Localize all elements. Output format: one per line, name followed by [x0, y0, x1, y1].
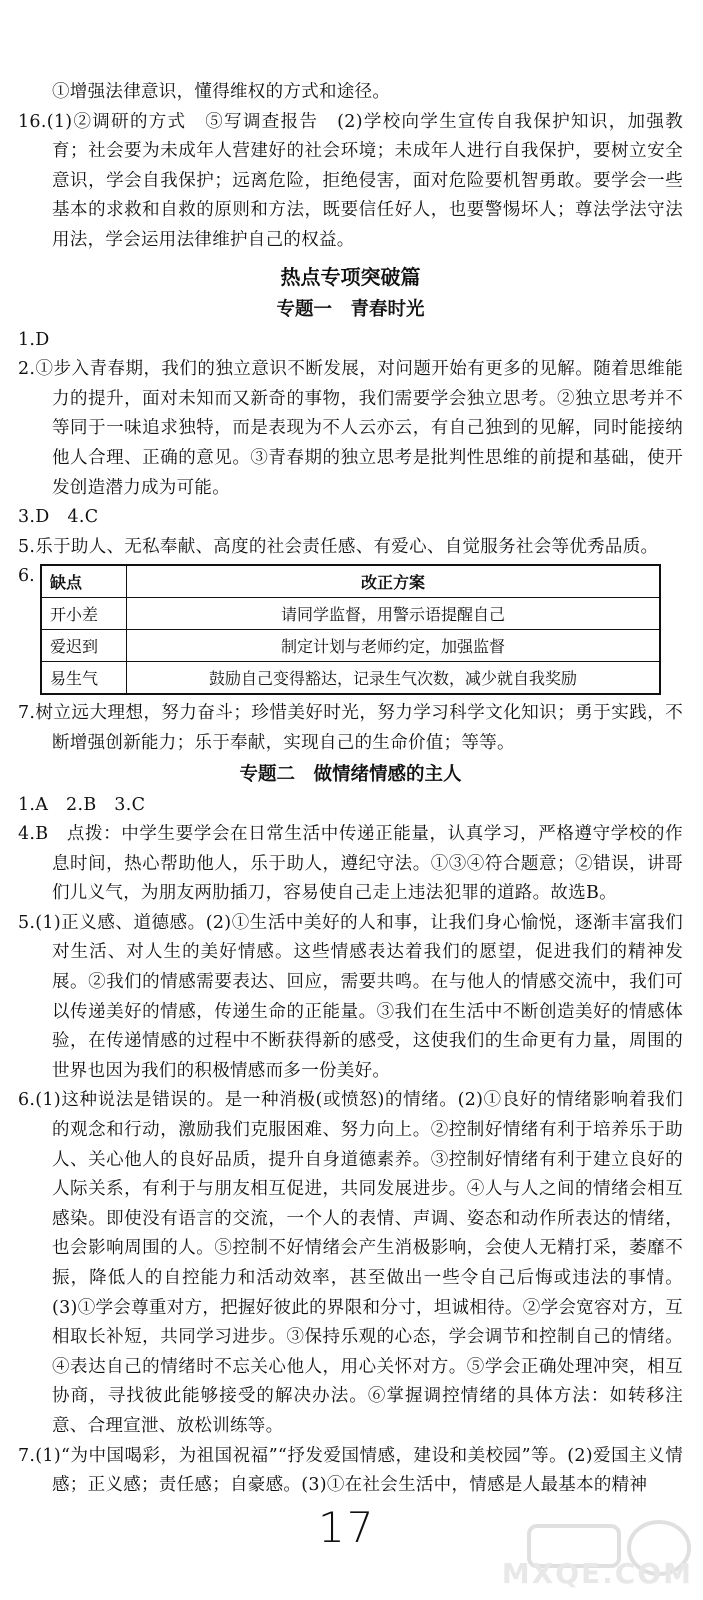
topic2-title: 专题二 做情绪情感的主人 — [239, 763, 462, 785]
topic1-q5: 5.乐于助人、无私奉献、高度的社会责任感、有爱心、自觉服务社会等优秀品质。 — [18, 536, 659, 557]
table-row — [41, 598, 660, 630]
table-cell: 鼓励自己变得豁达，记录生气次数，减少就自我奖励 — [127, 662, 661, 695]
q16-answer: 16.(1)②调研的方式 ⑤写调查报告 (2)学校向学生宣传自我保护知识，加强教育；社会要为未成年人营建好的社会环境；未成年人进行自我保护，要树立安全意识，学会自我保护；远离危险，拒绝侵害，面对危险要机智勇敢。要学会一些基本的求救和自救的原则和方法，既要信任好人，也要警惕坏人；尊法学法守法用法，学会运用法律维护自己的权益。 — [18, 111, 683, 250]
table-header: 缺点 — [41, 565, 127, 598]
q15-continuation: ①增强法律意识，懂得维权的方式和途径。 — [52, 82, 391, 102]
table-row — [41, 662, 660, 695]
page-number: 17 — [318, 1503, 376, 1552]
table-cell: 开小差 — [41, 598, 127, 630]
topic1-q3-4: 3.D 4.C — [18, 507, 99, 528]
q6-number: 6. — [18, 566, 35, 587]
topic2-q7: 7.(1)“为中国喝彩，为祖国祝福”“抒发爱国情感，建设和美校园”等。(2)爱国主义情感；正义感；责任感；自豪感。(3)①在社会生活中，情感是人最基本的精神 — [18, 1445, 683, 1496]
topic1-q2: 2.①步入青春期，我们的独立意识不断发展，对问题开始有更多的见解。随着思维能力的提升，面对未知而又新奇的事物，我们需要学会独立思考。②独立思考并不等同于一味追求独特，而是表现为不人云亦云，有自己独到的见解，同时能接纳他人合理、正确的意见。③青春期的独立思考是批判性思维的前提和基础，使开发创造潜力成为可能。 — [18, 359, 683, 498]
topic2-q1-3: 1.A 2.B 3.C — [18, 794, 146, 815]
table-row — [41, 630, 660, 662]
table-cell: 请同学监督，用警示语提醒自己 — [127, 598, 661, 630]
table-header-row — [41, 565, 660, 598]
table-cell: 制定计划与老师约定，加强监督 — [127, 630, 661, 662]
topic2-q6: 6.(1)这种说法是错误的。是一种消极(或愤怒)的情绪。(2)①良好的情绪影响着我们的观念和行动，激励我们克服困难、努力向上。②控制好情绪有利于培养乐于助人、关心他人的良好品质，提升自身道德素养。③控制好情绪有利于建立良好的人际关系，有利于与朋友相互促进，共同发展进步。④人与人之间的情绪会相互感染。即使没有语言的交流，一个人的表情、声调、姿态和动作所表达的情绪，也会影响周围的人。⑤控制不好情绪会产生消极影响，会使人无精打采，萎靡不振，降低人的自控能力和活动效率，甚至做出一些令自己后悔或违法的事情。(3)①学会尊重对方，把握好彼此的界限和分寸，坦诚相待。②学会宽容对方，互相取长补短，共同学习进步。③保持乐观的心态，学会调节和控制自己的情绪。④表达自己的情绪时不忘关心他人，用心关怀对方。⑤学会正确处理冲突，相互协商，寻找彼此能够接受的解决办法。⑥掌握调控情绪的具体方法：如转移注意、合理宣泄、放松训练等。 — [18, 1090, 683, 1436]
section-title: 热点专项突破篇 — [280, 264, 421, 289]
table-cell: 爱迟到 — [41, 630, 127, 662]
answer-page — [18, 78, 683, 1501]
topic1-title: 专题一 青春时光 — [276, 298, 425, 320]
topic2-q5: 5.(1)正义感、道德感。(2)①生活中美好的人和事，让我们身心愉悦，逐渐丰富我们对生活、对人生的美好情感。这些情感表达着我们的愿望，促进我们的精神发展。②我们的情感需要表达、回应，需要共鸣。在与他人的情感交流中，我们可以传递美好的情感，传递生命的正能量。③我们在生活中不断创造美好的情感体验，在传递情感的过程中不断获得新的感受，这使我们的生命更有力量，周围的世界也因为我们的积极情感而多一份美好。 — [18, 912, 683, 1081]
watermark-logo — [501, 1514, 699, 1596]
topic1-q7: 7.树立远大理想，努力奋斗；珍惜美好时光，努力学习科学文化知识；勇于实践，不断增强创新能力；乐于奉献，实现自己的生命价值；等等。 — [18, 703, 683, 753]
topic1-q1: 1.D — [18, 329, 50, 350]
topic1-q6 — [18, 564, 683, 695]
improvement-table — [40, 564, 661, 695]
watermark-text: MXQE.COM — [501, 1557, 693, 1590]
topic2-q4: 4.B 点拨：中学生要学会在日常生活中传递正能量，认真学习，严格遵守学校的作息时间，热心帮助他人，乐于助人，遵纪守法。①③④符合题意；②错误，讲哥们儿义气，为朋友两肋插刀，容易使自己走上违法犯罪的道路。故选B。 — [18, 824, 683, 904]
table-header: 改正方案 — [127, 565, 661, 598]
table-cell: 易生气 — [41, 662, 127, 695]
